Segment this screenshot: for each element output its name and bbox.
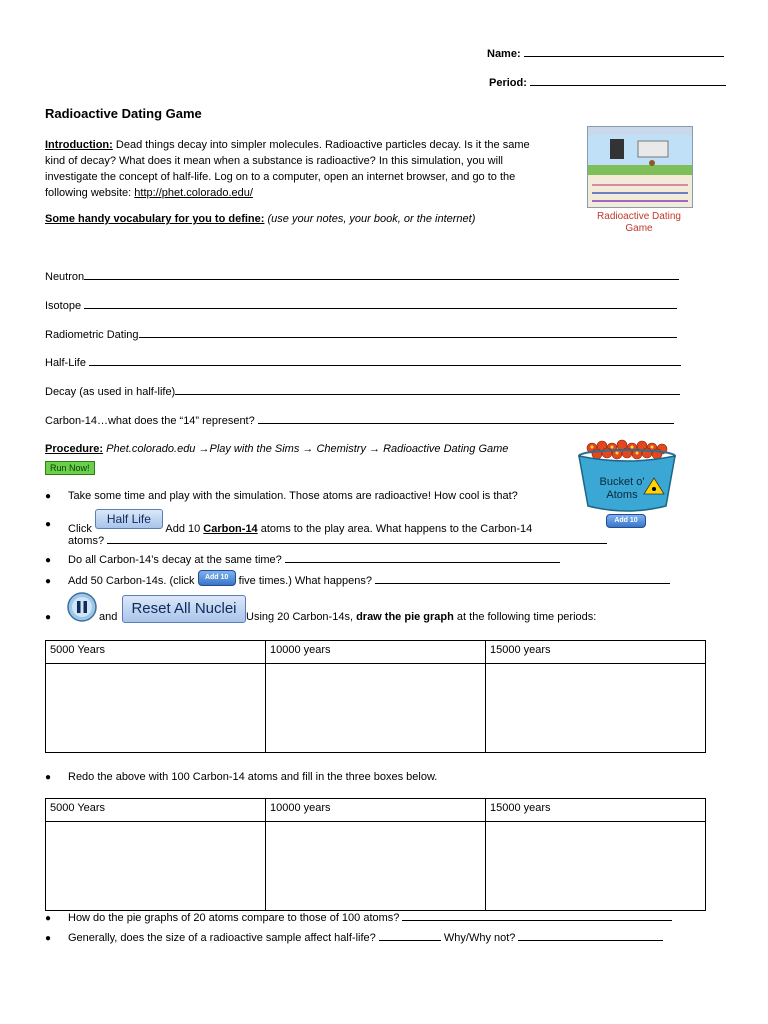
pie-graph-table-100-atoms xyxy=(45,798,706,911)
table-cell-drawing[interactable] xyxy=(265,664,485,753)
step-2-carbon14: Carbon-14 xyxy=(203,523,258,535)
table-cell-drawing[interactable] xyxy=(46,664,266,753)
step-3-text: Do all Carbon-14’s decay at the same time? xyxy=(68,554,285,566)
procedure-path: Phet.colorado.edu →Play with the Sims → Chemistry → Radioactive Dating Game xyxy=(103,443,509,455)
table-header-15000: 15000 years xyxy=(485,799,705,822)
table-cell-drawing[interactable] xyxy=(46,822,266,911)
step-2 xyxy=(68,509,628,535)
vocab-term-row[interactable] xyxy=(45,329,685,341)
step-2-atoms-text: atoms? xyxy=(68,535,108,547)
step-5 xyxy=(246,611,596,623)
step-2-text-a: Add 10 xyxy=(165,523,204,535)
bucket-label-line-1: Bucket o' xyxy=(599,476,645,488)
vocab-note: (use your notes, your book, or the internet) xyxy=(267,213,476,225)
answer-line[interactable] xyxy=(285,562,560,563)
step-5-text-c: at the following time periods: xyxy=(453,611,597,623)
name-label: Name: xyxy=(487,48,521,60)
answer-line[interactable] xyxy=(375,583,670,584)
bullet-icon: ● xyxy=(45,576,52,587)
table-header-10000: 10000 years xyxy=(265,641,485,664)
vocab-term-neutron: Neutron xyxy=(45,271,85,283)
intro-paragraph xyxy=(45,137,565,201)
vocab-term-row[interactable] xyxy=(45,271,685,283)
step-3[interactable] xyxy=(68,554,560,566)
intro-line-3: investigate the concept of half-life. Log on to a computer, open an internet browser, and go to the xyxy=(45,171,516,183)
pause-icon xyxy=(67,592,97,622)
table-header-5000: 5000 Years xyxy=(46,799,266,822)
run-now-button[interactable]: Run Now! xyxy=(45,461,95,475)
simulation-thumbnail-graphic xyxy=(588,127,692,207)
intro-label: Introduction: xyxy=(45,139,113,151)
table-header-5000: 5000 Years xyxy=(46,641,266,664)
answer-line[interactable] xyxy=(84,308,677,309)
pause-button[interactable] xyxy=(67,592,97,625)
answer-line[interactable] xyxy=(379,940,441,941)
procedure-heading xyxy=(45,443,508,455)
step-2-click-text: Click xyxy=(68,523,92,535)
vocab-term-radiometric-dating: Radiometric Dating xyxy=(45,329,139,341)
step-5-text-b: draw the pie graph xyxy=(356,611,454,623)
vocab-label: Some handy vocabulary for you to define: xyxy=(45,213,265,225)
simulation-caption: Radioactive Dating Game xyxy=(597,211,681,234)
name-line[interactable] xyxy=(524,56,724,57)
add-10-button[interactable]: Add 10 xyxy=(198,570,236,586)
answer-line[interactable] xyxy=(139,337,677,338)
step-8[interactable] xyxy=(68,932,663,944)
reset-all-nuclei-button-wrap xyxy=(122,595,246,623)
step-2-text-c: atoms to the play area. What happens to the Carbon-14 xyxy=(257,523,533,535)
step-2-answer[interactable] xyxy=(68,535,607,547)
vocab-term-row[interactable] xyxy=(45,357,685,369)
phet-url-link[interactable]: http://phet.colorado.edu/ xyxy=(134,187,253,199)
procedure-label: Procedure: xyxy=(45,443,104,455)
bullet-icon: ● xyxy=(45,913,52,924)
vocab-term-isotope: Isotope xyxy=(45,300,85,312)
step-4-text-a: Add 50 Carbon-14s. (click xyxy=(68,575,198,587)
step-8-text-b: Why/Why not? xyxy=(440,932,519,944)
name-field[interactable] xyxy=(487,48,724,60)
reset-all-nuclei-button[interactable]: Reset All Nuclei xyxy=(122,595,246,623)
step-8-text-a: Generally, does the size of a radioactive sample affect half-life? xyxy=(68,932,379,944)
period-field[interactable] xyxy=(489,77,726,89)
period-label: Period: xyxy=(489,77,527,89)
answer-line[interactable] xyxy=(84,279,679,280)
intro-line-2: kind of decay? What does it mean when a substance is radioactive? In this simulation, you will xyxy=(45,155,503,167)
bullet-icon: ● xyxy=(45,491,52,502)
answer-line[interactable] xyxy=(258,423,674,424)
step-1: Take some time and play with the simulation. Those atoms are radioactive! How cool is that? xyxy=(68,490,518,502)
step-7-text: How do the pie graphs of 20 atoms compare to those of 100 atoms? xyxy=(68,912,403,924)
vocab-term-row[interactable] xyxy=(45,415,685,427)
table-cell-drawing[interactable] xyxy=(265,822,485,911)
bullet-icon: ● xyxy=(45,772,52,783)
table-header-15000: 15000 years xyxy=(485,641,705,664)
vocab-term-carbon-14: Carbon-14…what does the “14” represent? xyxy=(45,415,258,427)
step-6: Redo the above with 100 Carbon-14 atoms and fill in the three boxes below. xyxy=(68,771,438,783)
page-title: Radioactive Dating Game xyxy=(45,106,202,121)
table-cell-drawing[interactable] xyxy=(485,664,705,753)
answer-line[interactable] xyxy=(107,543,607,544)
bullet-icon: ● xyxy=(45,933,52,944)
step-5-and: and xyxy=(99,611,118,623)
half-life-button[interactable]: Half Life xyxy=(95,509,163,529)
step-7[interactable] xyxy=(68,912,672,924)
table-cell-drawing[interactable] xyxy=(485,822,705,911)
run-now-button-wrap xyxy=(45,461,95,475)
bucket-label xyxy=(592,476,652,502)
intro-line-1: Dead things decay into simpler molecules. Radioactive particles decay. Is it the same xyxy=(112,139,530,151)
vocab-term-row[interactable] xyxy=(45,300,685,312)
bullet-icon: ● xyxy=(45,519,52,530)
simulation-thumbnail[interactable] xyxy=(587,126,693,208)
step-5-text-a: Using 20 Carbon-14s, xyxy=(246,611,357,623)
bucket-add-10-button[interactable]: Add 10 xyxy=(606,514,646,528)
answer-line[interactable] xyxy=(402,920,672,921)
vocab-heading xyxy=(45,213,475,225)
pie-graph-table-20-atoms xyxy=(45,640,706,753)
vocab-term-row[interactable] xyxy=(45,386,685,398)
answer-line[interactable] xyxy=(518,940,663,941)
vocab-term-half-life: Half-Life xyxy=(45,357,90,369)
step-4[interactable] xyxy=(68,570,688,586)
table-header-10000: 10000 years xyxy=(265,799,485,822)
answer-line[interactable] xyxy=(175,394,680,395)
bucket-label-line-2: Atoms xyxy=(606,489,638,501)
bullet-icon: ● xyxy=(45,555,52,566)
answer-line[interactable] xyxy=(89,365,681,366)
step-4-text-b: five times.) What happens? xyxy=(235,575,376,587)
intro-line-4: following website: xyxy=(45,187,135,199)
bullet-icon: ● xyxy=(45,612,52,623)
vocab-term-decay: Decay (as used in half-life) xyxy=(45,386,176,398)
period-line[interactable] xyxy=(530,85,726,86)
